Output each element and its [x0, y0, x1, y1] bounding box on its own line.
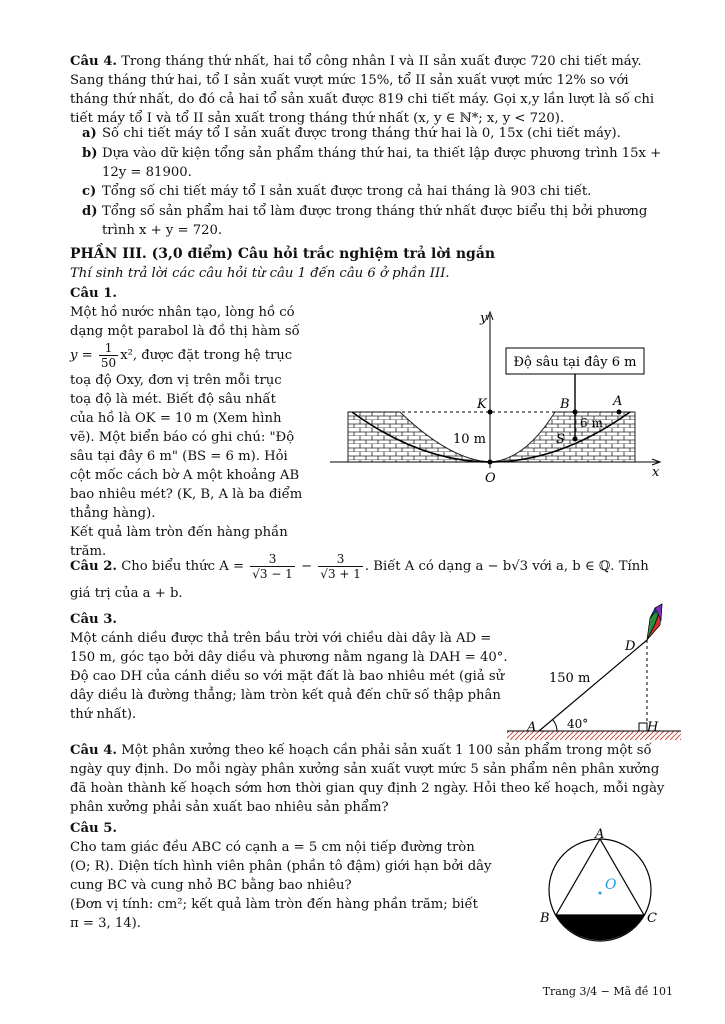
angle-label: 40° — [567, 717, 589, 731]
y-label: y — [480, 311, 488, 326]
text-line: tháng thứ nhất, do đó cả hai tổ sản xuất được 819 chi tiết máy. Gọi x,y lần lượt là số chi — [70, 92, 655, 107]
c-label: C — [647, 911, 657, 926]
depth-label: 10 m — [453, 432, 487, 447]
question-label: Câu 1. — [70, 286, 117, 301]
d-label: D — [625, 639, 636, 654]
question-label: Câu 4. — [70, 54, 117, 69]
bs-label: 6 m — [580, 416, 603, 430]
a-label: A — [613, 394, 623, 409]
text-line: Sang tháng thứ hai, tổ I sản xuất vượt mức 15%, tổ II sản xuất vượt mức 12% so với — [70, 73, 629, 88]
b-label: B — [540, 911, 550, 926]
question-1: Câu 1. Một hồ nước nhân tạo, lòng hồ có dạng một parabol là đồ thị hàm số y = $\frac{1}{50}$ x², được đặt trong hệ trục toạ độ Oxy, đơn vị trên mỗi trục toạ độ là mét. Biết độ sâu nhất của hồ là OK = 10 m (Xem hình vẽ). Một biển báo có ghi chú: "Độ sâu tại đây 6 m" (BS = 6 m). Hỏi cột mốc cách bờ A một khoảng AB bao nhiêu mét? (K, B, A là ba điểm thẳng hàng). Kết quả làm tròn đến hàng phần trăm. — [70, 284, 310, 561]
a-label: A — [595, 827, 605, 842]
option-b: b) Dựa vào dữ kiện tổng sản phẩm tháng thứ hai, ta thiết lập được phương trình 15x + 12y = 81900. — [82, 146, 662, 180]
inscribed-triangle-figure — [535, 822, 670, 947]
text-line: Trong tháng thứ nhất, hai tổ công nhân I và II sản xuất được 720 chi tiết máy. — [121, 54, 642, 69]
question-label: Câu 3. — [70, 612, 117, 627]
shaded-segment — [556, 915, 644, 940]
x-label: x — [652, 465, 660, 480]
kite-figure — [505, 600, 685, 745]
page-footer: Trang 3/4 − Mã đề 101 — [542, 985, 673, 998]
o-label: O — [485, 471, 496, 486]
a-label: A — [527, 720, 537, 735]
part3-subtitle: Thí sinh trả lời các câu hỏi từ câu 1 đến câu 6 ở phần III. — [70, 266, 450, 281]
sign-text: Độ sâu tại đây 6 m — [513, 355, 637, 370]
option-a: a) Số chi tiết máy tổ I sản xuất được trong tháng thứ hai là 0, 15x (chi tiết máy). — [82, 126, 621, 141]
text-line: tiết máy tổ I và tổ II sản xuất trong tháng thứ nhất (x, y ∈ ℕ*; x, y < 720). — [70, 111, 565, 126]
k-label: K — [477, 397, 487, 412]
question-4-part3: Câu 4. Một phân xưởng theo kế hoạch cần phải sản xuất 1 100 sản phẩm trong một số ngày quy định. Do mỗi ngày phân xưởng sản xuất vượt mức 5 sản phẩm nên phân xưởng đã hoàn thành kế hoạch sớm hơn thời gian quy định 2 ngày. Hỏi theo kế hoạch, mỗi ngày phân xưởng phải sản xuất bao nhiêu sản phẩm? — [70, 743, 665, 815]
h-label: H — [647, 720, 659, 735]
kite-icon — [647, 604, 662, 640]
question-5: Câu 5. Cho tam giác đều ABC có cạnh a = 5 cm nội tiếp đường tròn (O; R). Diện tích hình viên phân (phần tô đậm) giới hạn bởi dây cung BC và cung nhỏ BC bằng bao nhiêu? (Đơn vị tính: cm²; kết quả làm tròn đến hàng phần trăm; biết π = 3, 14). — [70, 819, 525, 933]
question-4-part2 — [70, 52, 675, 128]
s-label: S — [556, 432, 565, 447]
option-d: d) Tổng số sản phẩm hai tổ làm được trong tháng thứ nhất được biểu thị bởi phương trình x + y = 720. — [82, 204, 648, 238]
o-label: O — [605, 877, 617, 893]
b-label: B — [560, 397, 570, 412]
option-c: c) Tổng số chi tiết máy tổ I sản xuất được trong cả hai tháng là 903 chi tiết. — [82, 184, 592, 199]
part3-title: PHẦN III. (3,0 điểm) Câu hỏi trắc nghiệm trả lời ngắn — [70, 246, 496, 262]
question-label: Câu 5. — [70, 821, 117, 836]
lake-parabola-figure — [330, 300, 670, 495]
question-3: Câu 3. Một cánh diều được thả trên bầu trời với chiều dài dây là AD = 150 m, góc tạo bởi dây diều và phương nằm ngang là DAH = 40°. Độ cao DH của cánh diều so với mặt đất là bao nhiêu mét (giả sử dây diều là đường thẳng; làm tròn kết quả đến chữ số thập phân thứ nhất). — [70, 610, 515, 724]
question-2: Câu 2. Cho biểu thức A = $\frac{3}{√3 - 1}$ − $\frac{3}{√3 + 1}$ . Biết A có dạng a − b√3 với a, b ∈ ℚ. Tính giá trị của a + b. — [70, 552, 649, 601]
length-label: 150 m — [549, 671, 591, 686]
